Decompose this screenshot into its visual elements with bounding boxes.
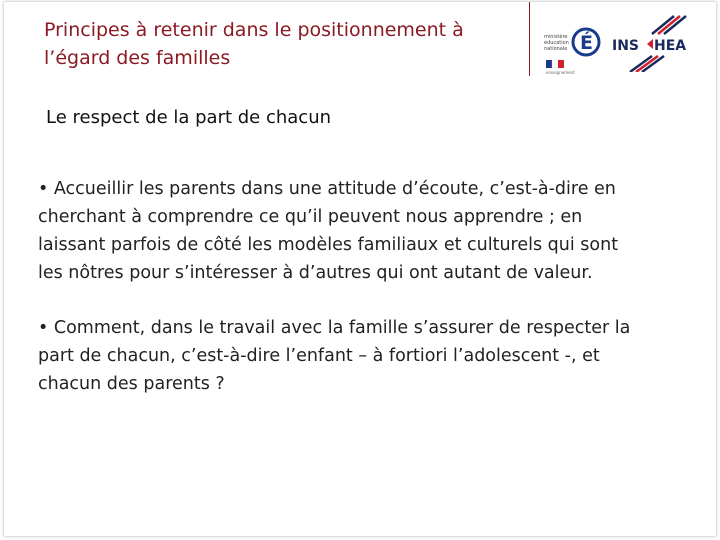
bullet-paragraph bbox=[38, 314, 716, 398]
logo-mene-text: ministère bbox=[544, 34, 568, 40]
bullet-paragraph bbox=[38, 175, 716, 287]
logo-inshea-text-left: INS bbox=[612, 38, 640, 54]
logo-mene-bottom-text: enseignement bbox=[546, 70, 575, 75]
logo-mene-text: nationale bbox=[544, 46, 568, 52]
paragraph-line: chacun des parents ? bbox=[38, 374, 225, 394]
slide bbox=[4, 2, 716, 536]
logo-inshea-arrow bbox=[647, 39, 653, 49]
flag-white bbox=[552, 60, 558, 68]
paragraph-line: • Comment, dans le travail avec la famille s’assurer de respecter la bbox=[38, 318, 631, 338]
logo-mene-letter: É bbox=[580, 32, 593, 54]
body-content bbox=[38, 175, 716, 425]
paragraph-line: part de chacun, c’est-à-dire l’enfant – à fortiori l’adolescent -, et bbox=[38, 346, 600, 366]
paragraph-line: laissant parfois de côté les modèles familiaux et culturels qui sont bbox=[38, 235, 619, 255]
paragraph-line: les nôtres pour s’intéresser à d’autres qui ont autant de valeur. bbox=[38, 263, 593, 283]
paragraph-line: • Accueillir les parents dans une attitude d’écoute, c’est-à-dire en bbox=[38, 179, 616, 199]
title-line: Principes à retenir dans le positionnement à bbox=[44, 19, 464, 41]
section-subtitle: Le respect de la part de chacun bbox=[46, 107, 332, 128]
flag-red bbox=[558, 60, 564, 68]
title-line: l’égard des familles bbox=[44, 47, 231, 69]
paragraph-line: cherchant à comprendre ce qu’il peuvent nous apprendre ; en bbox=[38, 207, 583, 227]
page-title bbox=[44, 16, 524, 72]
logo-inshea-text-right: HEA bbox=[654, 38, 687, 54]
logo-mene-text: éducation bbox=[544, 40, 569, 46]
header-bar bbox=[4, 2, 530, 76]
ministere-education-logo bbox=[542, 16, 604, 76]
inshea-logo bbox=[612, 14, 694, 72]
flag-blue bbox=[546, 60, 552, 68]
